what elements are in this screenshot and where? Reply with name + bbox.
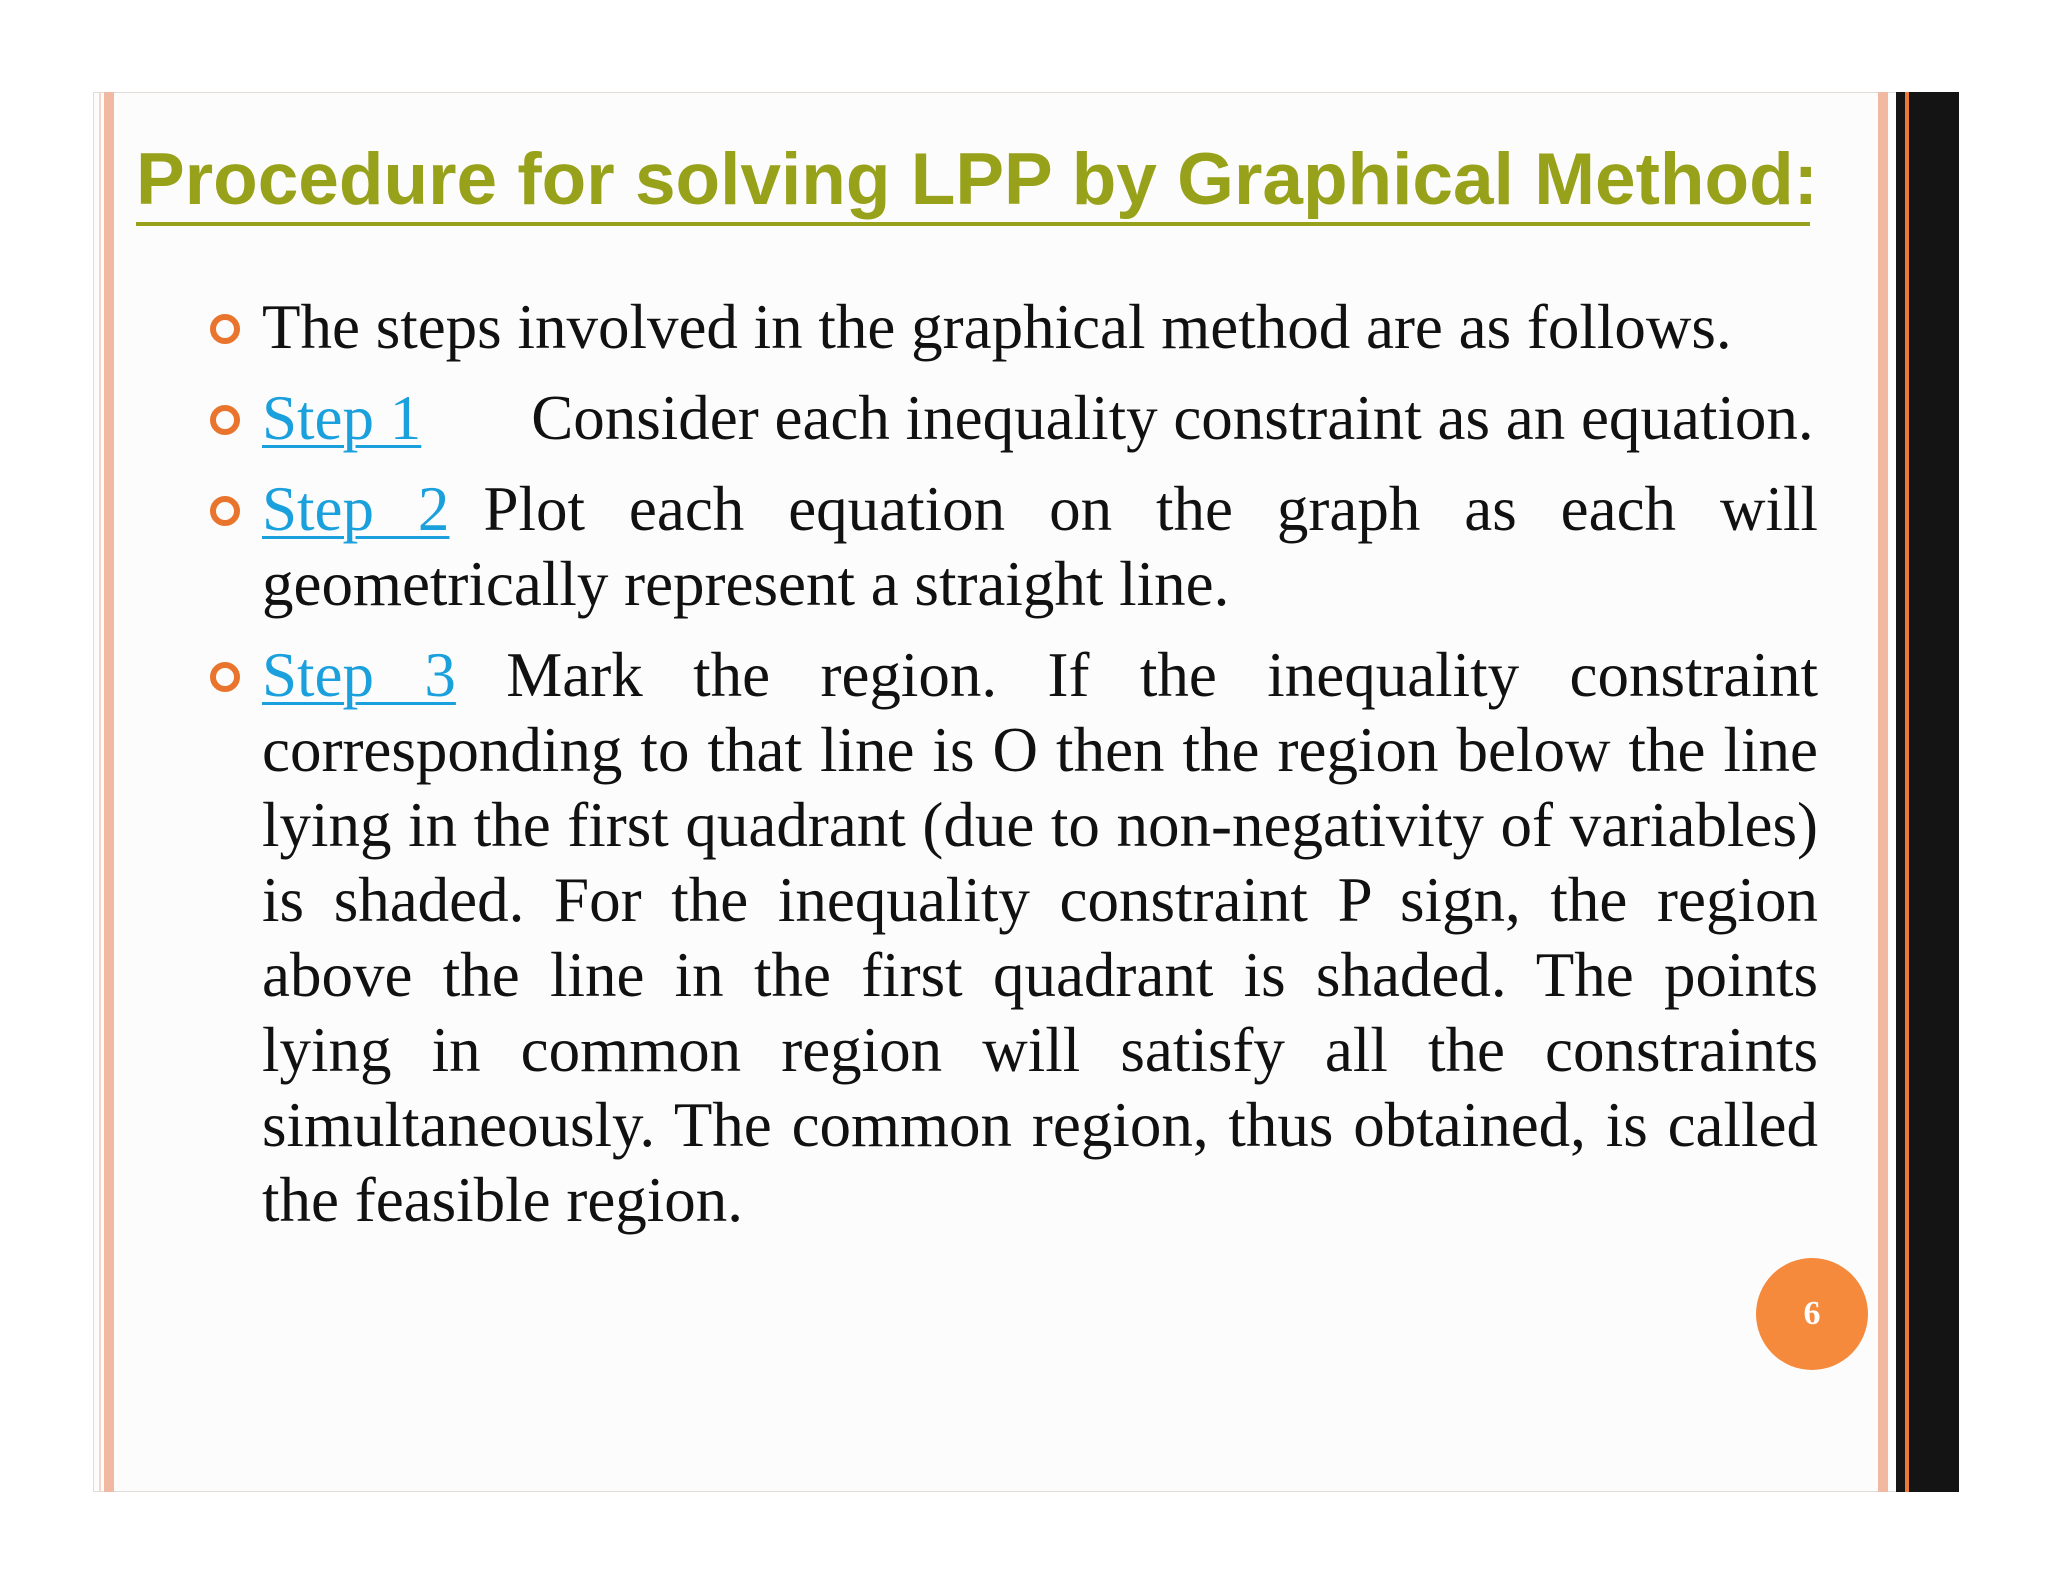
bullet-text: Plot each equation on the graph as each will geometrically represent a straight line. — [262, 474, 1818, 619]
title-underline — [136, 222, 1810, 226]
bullet-list — [210, 290, 1818, 1254]
left-border-stripe — [104, 92, 114, 1492]
slide-title: Procedure for solving LPP by Graphical Method: — [136, 139, 1818, 220]
step-2-link[interactable]: Step 2 — [262, 474, 450, 544]
ring-bullet-icon — [210, 405, 240, 435]
ring-bullet-icon — [210, 314, 240, 344]
step-3-link[interactable]: Step 3 — [262, 640, 456, 710]
bullet-item-step-2 — [210, 472, 1818, 622]
right-bar-accent-line — [1905, 92, 1909, 1492]
right-border-stripe — [1878, 92, 1888, 1492]
ring-bullet-icon — [210, 662, 240, 692]
bullet-text: Mark the region. If the inequality constraint corresponding to that line is O then the region below the line lying in the first quadrant (due to non-negativity of variables) is shaded. For the inequality constraint P sign, the region above the line in the first quadrant is shaded. The points lying in common region will satisfy all the constraints simultaneously. The common region, thus obtained, is called the feasible region. — [262, 640, 1818, 1235]
page-number-badge: 6 — [1756, 1258, 1868, 1370]
bullet-text: Consider each inequality constraint as an equation. — [531, 383, 1814, 453]
bullet-text: The steps involved in the graphical method are as follows. — [262, 292, 1732, 362]
bullet-item-step-3 — [210, 638, 1818, 1238]
step-1-link[interactable]: Step 1 — [262, 383, 422, 453]
ring-bullet-icon — [210, 496, 240, 526]
left-border-thin-stripe — [99, 92, 101, 1492]
bullet-item-intro — [210, 290, 1818, 365]
bullet-item-step-1 — [210, 381, 1818, 456]
